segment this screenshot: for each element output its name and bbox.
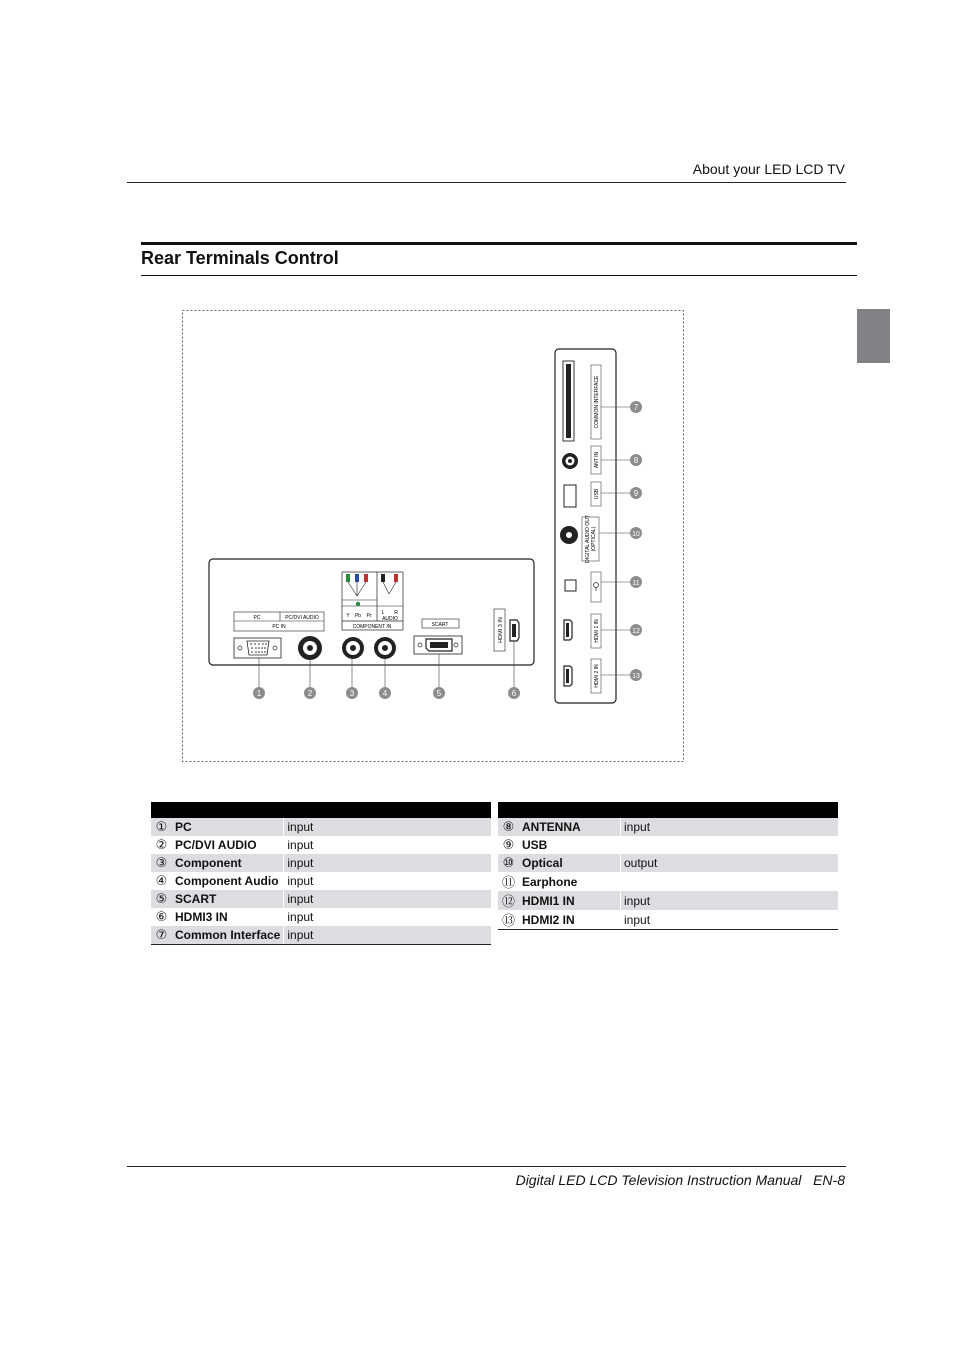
pc-audio-jack <box>298 636 322 660</box>
svg-text:1: 1 <box>256 689 262 698</box>
callout-7 <box>630 401 642 413</box>
callout-4 <box>379 687 391 699</box>
svg-text:5: 5 <box>436 689 442 698</box>
svg-text:13: 13 <box>632 673 640 680</box>
callout-5 <box>433 687 445 699</box>
pr-label: Pr <box>366 613 372 619</box>
pc-in-label: PC IN <box>272 624 286 630</box>
row-number: ⑧ <box>498 818 519 836</box>
terminal-type: input <box>284 854 491 872</box>
callout-10 <box>630 527 642 539</box>
table-row <box>498 818 838 836</box>
terminal-name: Optical <box>519 854 621 872</box>
component-audio-jack <box>374 637 396 659</box>
rear-terminals-diagram <box>182 310 684 762</box>
row-number: ⑨ <box>502 837 515 853</box>
terminal-name: PC <box>172 818 284 836</box>
terminal-type <box>621 836 839 854</box>
hdmi1-label: HDMI 1 IN <box>594 619 600 643</box>
terminal-name: HDMI3 IN <box>172 908 284 926</box>
svg-text:2: 2 <box>307 689 313 698</box>
table-row <box>151 836 491 854</box>
row-number: ⑬ <box>498 910 519 930</box>
table-row <box>151 890 491 908</box>
table-header-row <box>151 802 491 818</box>
page-footer <box>516 1172 845 1188</box>
table-row <box>498 910 838 930</box>
svg-text:7: 7 <box>633 403 639 412</box>
terminal-type: input <box>284 890 491 908</box>
callout-11 <box>630 576 642 588</box>
section-title: Rear Terminals Control <box>141 248 339 268</box>
table-row <box>151 908 491 926</box>
table-row <box>498 891 838 910</box>
terminals-table-right <box>498 802 838 930</box>
terminal-name: PC/DVI AUDIO <box>172 836 284 854</box>
terminal-name: Component Audio <box>172 872 284 890</box>
title-top-rule <box>141 242 857 245</box>
terminal-name: Common Interface <box>172 926 284 945</box>
terminal-name: HDMI1 IN <box>519 891 621 910</box>
terminal-type: input <box>621 818 839 836</box>
footer-rule <box>127 1166 846 1167</box>
terminal-name: Component <box>172 854 284 872</box>
usb-label: USB <box>594 488 600 500</box>
svg-text:4: 4 <box>382 689 388 698</box>
callout-9 <box>630 487 642 499</box>
terminal-type: output <box>621 854 839 872</box>
manual-title: Digital LED LCD Television Instruction Manual <box>515 1172 802 1188</box>
ant-in-label: ANT IN <box>594 451 600 469</box>
table-row <box>498 854 838 872</box>
pc-label: PC <box>253 615 261 621</box>
row-number: ④ <box>155 873 168 889</box>
row-number: ⑦ <box>151 926 172 945</box>
row-number: ① <box>151 818 172 836</box>
terminal-type: input <box>287 874 314 888</box>
terminal-type <box>621 872 839 891</box>
r-label: R <box>394 610 398 616</box>
terminal-type: input <box>621 891 839 910</box>
row-number: ⑤ <box>151 890 172 908</box>
terminal-type: input <box>287 910 314 924</box>
scart-label: SCART <box>431 622 449 628</box>
callout-1 <box>253 687 265 699</box>
callout-2 <box>304 687 316 699</box>
terminal-type: input <box>287 838 314 852</box>
terminal-name: USB <box>519 836 621 854</box>
terminal-name: SCART <box>172 890 284 908</box>
header-rule <box>127 182 846 183</box>
svg-text:10: 10 <box>632 531 640 538</box>
row-number: ③ <box>151 854 172 872</box>
row-number: ⑥ <box>155 909 168 925</box>
page-header-section: About your LED LCD TV <box>692 161 845 177</box>
row-number: ⑪ <box>501 876 515 891</box>
row-number: ② <box>155 837 168 853</box>
callout-8 <box>630 454 642 466</box>
callout-6 <box>508 687 520 699</box>
terminal-name: Earphone <box>519 872 621 891</box>
table-row <box>151 818 491 836</box>
hdmi3-label: HDMI 3 IN <box>498 617 504 643</box>
table-header-row <box>498 802 838 818</box>
chapter-tab <box>857 309 890 363</box>
common-interface-label: COMMON INTERFACE <box>594 375 600 429</box>
audio-label: AUDIO <box>382 616 398 622</box>
y-label: Y <box>346 613 350 619</box>
hdmi2-label: HDMI 2 IN <box>594 664 600 688</box>
page-number: EN-8 <box>813 1172 845 1188</box>
callout-13 <box>630 669 642 681</box>
table-row <box>151 854 491 872</box>
l-label: L <box>381 610 385 616</box>
svg-text:9: 9 <box>633 489 639 498</box>
svg-text:8: 8 <box>633 456 639 465</box>
component-in-label: COMPONENT IN <box>352 624 392 630</box>
optical-label: (OPTICAL) <box>591 526 597 552</box>
table-row <box>151 872 491 890</box>
pb-label: Pb <box>354 613 362 619</box>
table-row <box>498 836 838 854</box>
terminal-name: HDMI2 IN <box>519 910 621 930</box>
svg-text:11: 11 <box>632 580 640 587</box>
pc-dvi-audio-label: PC/DVI AUDIO <box>285 615 319 621</box>
table-row <box>151 926 491 945</box>
callout-3 <box>346 687 358 699</box>
terminals-table-left <box>151 802 491 945</box>
terminal-type: input <box>284 818 491 836</box>
svg-text:12: 12 <box>632 628 640 635</box>
row-number: ⑩ <box>498 854 519 872</box>
svg-text:6: 6 <box>511 689 517 698</box>
digital-audio-out-label: DIGITAL AUDIO OUT <box>585 515 591 563</box>
terminal-type: input <box>284 926 491 945</box>
table-row <box>498 872 838 891</box>
svg-text:3: 3 <box>349 689 355 698</box>
title-bottom-rule <box>141 275 857 276</box>
terminal-name: ANTENNA <box>519 818 621 836</box>
component-video-jack <box>342 637 364 659</box>
row-number: ⑫ <box>498 891 519 910</box>
terminal-type: input <box>621 910 839 930</box>
callout-12 <box>630 624 642 636</box>
